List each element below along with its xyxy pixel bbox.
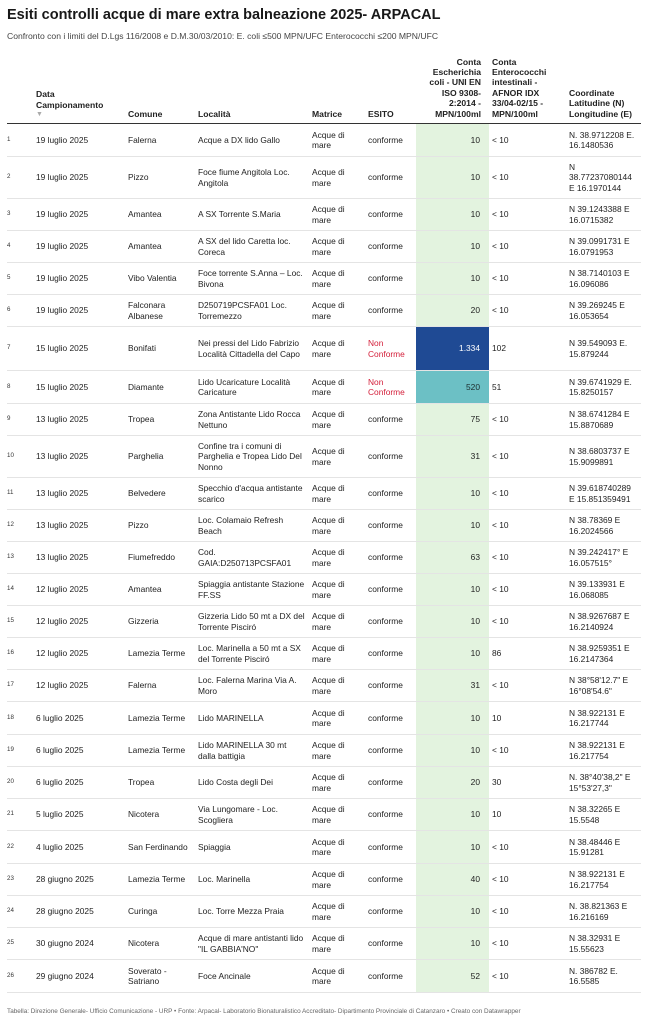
cell-data: 12 luglio 2025 bbox=[33, 638, 125, 670]
page-title: Esiti controlli acque di mare extra balneazione 2025- ARPACAL bbox=[7, 7, 441, 23]
cell-index: 18 bbox=[7, 702, 33, 735]
cell-coordinate: N 38.77237080144 E 16.1970144 bbox=[566, 157, 641, 199]
cell-enterococchi: < 10 bbox=[489, 735, 566, 767]
cell-matrice: Acque di mare bbox=[309, 327, 365, 371]
table-row bbox=[7, 638, 641, 670]
cell-esito: conforme bbox=[365, 670, 416, 702]
cell-index: 12 bbox=[7, 510, 33, 542]
table-row bbox=[7, 404, 641, 436]
cell-coordinate: N 39.618740289 E 15.851359491 bbox=[566, 478, 641, 510]
cell-enterococchi: < 10 bbox=[489, 606, 566, 638]
cell-localita: Lido Ucaricature Località Caricature bbox=[195, 371, 309, 404]
table-row bbox=[7, 199, 641, 231]
cell-index: 23 bbox=[7, 864, 33, 896]
cell-enterococchi: 86 bbox=[489, 638, 566, 670]
cell-comune: Amantea bbox=[125, 231, 195, 263]
cell-localita: Confine tra i comuni di Parghelia e Tropea Lido Del Nonno bbox=[195, 436, 309, 478]
cell-coordinate: N 38°58'12.7" E 16°08'54.6" bbox=[566, 670, 641, 702]
header-index bbox=[7, 50, 33, 124]
cell-matrice: Acque di mare bbox=[309, 574, 365, 606]
cell-enterococchi: < 10 bbox=[489, 928, 566, 960]
table-row bbox=[7, 542, 641, 574]
cell-escherichia-coli: 31 bbox=[416, 670, 489, 702]
cell-enterococchi: < 10 bbox=[489, 510, 566, 542]
cell-escherichia-coli: 20 bbox=[416, 767, 489, 799]
cell-data: 12 luglio 2025 bbox=[33, 574, 125, 606]
cell-enterococchi: < 10 bbox=[489, 199, 566, 231]
cell-data: 19 luglio 2025 bbox=[33, 199, 125, 231]
cell-localita: Loc. Falerna Marina Via A. Moro bbox=[195, 670, 309, 702]
cell-matrice: Acque di mare bbox=[309, 606, 365, 638]
cell-escherichia-coli: 75 bbox=[416, 404, 489, 436]
cell-localita: Acque di mare antistanti lido "IL GABBIA'NO" bbox=[195, 928, 309, 960]
cell-coordinate: N 38.922131 E 16.217754 bbox=[566, 735, 641, 767]
cell-esito: conforme bbox=[365, 799, 416, 831]
cell-esito: conforme bbox=[365, 510, 416, 542]
cell-coordinate: N. 38.821363 E 16.216169 bbox=[566, 896, 641, 928]
table-row bbox=[7, 263, 641, 295]
cell-enterococchi: < 10 bbox=[489, 670, 566, 702]
cell-enterococchi: < 10 bbox=[489, 404, 566, 436]
cell-esito: conforme bbox=[365, 767, 416, 799]
cell-matrice: Acque di mare bbox=[309, 199, 365, 231]
cell-matrice: Acque di mare bbox=[309, 478, 365, 510]
cell-comune: Curinga bbox=[125, 896, 195, 928]
cell-escherichia-coli: 63 bbox=[416, 542, 489, 574]
cell-index: 16 bbox=[7, 638, 33, 670]
cell-data: 12 luglio 2025 bbox=[33, 606, 125, 638]
cell-data: 15 luglio 2025 bbox=[33, 371, 125, 404]
header-localita[interactable]: Località bbox=[195, 50, 309, 124]
cell-data: 13 luglio 2025 bbox=[33, 510, 125, 542]
cell-index: 22 bbox=[7, 831, 33, 864]
table-row bbox=[7, 831, 641, 864]
cell-data: 29 giugno 2024 bbox=[33, 960, 125, 993]
cell-coordinate: N. 38°40'38,2" E 15°53'27,3" bbox=[566, 767, 641, 799]
cell-escherichia-coli: 10 bbox=[416, 263, 489, 295]
cell-enterococchi: < 10 bbox=[489, 831, 566, 864]
cell-data: 12 luglio 2025 bbox=[33, 670, 125, 702]
cell-matrice: Acque di mare bbox=[309, 157, 365, 199]
cell-esito: conforme bbox=[365, 606, 416, 638]
table-row bbox=[7, 606, 641, 638]
table-row bbox=[7, 327, 641, 371]
cell-localita: Acque a DX lido Gallo bbox=[195, 124, 309, 157]
cell-escherichia-coli: 10 bbox=[416, 157, 489, 199]
cell-esito: conforme bbox=[365, 960, 416, 993]
cell-data: 6 luglio 2025 bbox=[33, 767, 125, 799]
cell-escherichia-coli: 10 bbox=[416, 478, 489, 510]
cell-index: 15 bbox=[7, 606, 33, 638]
table-row bbox=[7, 510, 641, 542]
cell-coordinate: N 38.48446 E 15.91281 bbox=[566, 831, 641, 864]
cell-matrice: Acque di mare bbox=[309, 436, 365, 478]
cell-matrice: Acque di mare bbox=[309, 670, 365, 702]
cell-index: 8 bbox=[7, 371, 33, 404]
cell-index: 4 bbox=[7, 231, 33, 263]
cell-coordinate: N 38.922131 E 16.217744 bbox=[566, 702, 641, 735]
cell-esito: conforme bbox=[365, 896, 416, 928]
cell-matrice: Acque di mare bbox=[309, 864, 365, 896]
cell-enterococchi: 102 bbox=[489, 327, 566, 371]
cell-localita: Foce torrente S.Anna – Loc. Bivona bbox=[195, 263, 309, 295]
cell-escherichia-coli: 10 bbox=[416, 574, 489, 606]
cell-index: 6 bbox=[7, 295, 33, 327]
cell-comune: Lamezia Terme bbox=[125, 735, 195, 767]
cell-index: 1 bbox=[7, 124, 33, 157]
cell-esito: conforme bbox=[365, 436, 416, 478]
cell-matrice: Acque di mare bbox=[309, 735, 365, 767]
header-coordinate[interactable]: Coordinate Latitudine (N) Longitudine (E) bbox=[566, 50, 641, 124]
cell-comune: Bonifati bbox=[125, 327, 195, 371]
cell-localita: Loc. Marinella bbox=[195, 864, 309, 896]
table-row bbox=[7, 735, 641, 767]
table-row bbox=[7, 124, 641, 157]
cell-enterococchi: 30 bbox=[489, 767, 566, 799]
cell-enterococchi: < 10 bbox=[489, 542, 566, 574]
cell-esito: conforme bbox=[365, 928, 416, 960]
results-table bbox=[7, 50, 641, 993]
cell-index: 5 bbox=[7, 263, 33, 295]
cell-enterococchi: < 10 bbox=[489, 960, 566, 993]
cell-index: 10 bbox=[7, 436, 33, 478]
cell-index: 17 bbox=[7, 670, 33, 702]
table-row bbox=[7, 896, 641, 928]
cell-index: 24 bbox=[7, 896, 33, 928]
table-header-row bbox=[7, 50, 641, 124]
cell-escherichia-coli: 10 bbox=[416, 510, 489, 542]
table-row bbox=[7, 960, 641, 993]
cell-data: 6 luglio 2025 bbox=[33, 735, 125, 767]
header-comune[interactable]: Comune bbox=[125, 50, 195, 124]
cell-data: 4 luglio 2025 bbox=[33, 831, 125, 864]
cell-data: 13 luglio 2025 bbox=[33, 478, 125, 510]
header-data-campionamento[interactable] bbox=[33, 50, 125, 124]
cell-comune: Falerna bbox=[125, 124, 195, 157]
cell-matrice: Acque di mare bbox=[309, 124, 365, 157]
cell-enterococchi: < 10 bbox=[489, 574, 566, 606]
cell-esito: conforme bbox=[365, 574, 416, 606]
table-row bbox=[7, 371, 641, 404]
cell-comune: Amantea bbox=[125, 199, 195, 231]
cell-escherichia-coli: 31 bbox=[416, 436, 489, 478]
cell-localita: A SX del lido Caretta loc. Coreca bbox=[195, 231, 309, 263]
cell-comune: Falerna bbox=[125, 670, 195, 702]
cell-esito: conforme bbox=[365, 124, 416, 157]
cell-coordinate: N. 38.9712208 E. 16.1480536 bbox=[566, 124, 641, 157]
table-row bbox=[7, 574, 641, 606]
cell-comune: Pizzo bbox=[125, 510, 195, 542]
cell-escherichia-coli: 10 bbox=[416, 124, 489, 157]
cell-comune: Parghelia bbox=[125, 436, 195, 478]
table-row bbox=[7, 436, 641, 478]
cell-esito: Non Conforme bbox=[365, 327, 416, 371]
cell-enterococchi: < 10 bbox=[489, 436, 566, 478]
cell-esito: conforme bbox=[365, 542, 416, 574]
cell-index: 19 bbox=[7, 735, 33, 767]
cell-escherichia-coli: 10 bbox=[416, 928, 489, 960]
cell-index: 13 bbox=[7, 542, 33, 574]
header-escherichia-coli[interactable]: Conta Escherichia coli - UNI EN ISO 9308-2:2014 - MPN/100ml bbox=[416, 50, 489, 124]
cell-coordinate: N 39.0991731 E 16.0791953 bbox=[566, 231, 641, 263]
cell-data: 19 luglio 2025 bbox=[33, 263, 125, 295]
cell-localita: Zona Antistante Lido Rocca Nettuno bbox=[195, 404, 309, 436]
source-footer: Tabella: Direzione Generale- Ufficio Comunicazione - URP • Fonte: Arpacal- Laboratorio Bionaturalistico Accreditato- Dipartimento Provinciale di Catanzaro • Creato con Datawrapper bbox=[7, 1008, 521, 1015]
cell-comune: Amantea bbox=[125, 574, 195, 606]
cell-localita: Loc. Torre Mezza Praia bbox=[195, 896, 309, 928]
cell-matrice: Acque di mare bbox=[309, 371, 365, 404]
cell-enterococchi: < 10 bbox=[489, 896, 566, 928]
cell-index: 7 bbox=[7, 327, 33, 371]
cell-localita: Via Lungomare - Loc. Scogliera bbox=[195, 799, 309, 831]
cell-escherichia-coli: 10 bbox=[416, 831, 489, 864]
cell-enterococchi: 10 bbox=[489, 799, 566, 831]
cell-comune: San Ferdinando bbox=[125, 831, 195, 864]
cell-coordinate: N 39.549093 E. 15.879244 bbox=[566, 327, 641, 371]
cell-esito: conforme bbox=[365, 295, 416, 327]
cell-matrice: Acque di mare bbox=[309, 831, 365, 864]
cell-localita: Foce Ancinale bbox=[195, 960, 309, 993]
cell-data: 19 luglio 2025 bbox=[33, 295, 125, 327]
cell-escherichia-coli: 10 bbox=[416, 199, 489, 231]
table-body bbox=[7, 124, 641, 993]
cell-coordinate: N 39.133931 E 16.068085 bbox=[566, 574, 641, 606]
cell-matrice: Acque di mare bbox=[309, 263, 365, 295]
cell-matrice: Acque di mare bbox=[309, 896, 365, 928]
cell-comune: Fiumefreddo bbox=[125, 542, 195, 574]
cell-esito: conforme bbox=[365, 702, 416, 735]
cell-matrice: Acque di mare bbox=[309, 295, 365, 327]
cell-data: 28 giugno 2025 bbox=[33, 864, 125, 896]
cell-comune: Diamante bbox=[125, 371, 195, 404]
cell-coordinate: N 38.6803737 E 15.9099891 bbox=[566, 436, 641, 478]
page-subtitle: Confronto con i limiti del D.Lgs 116/2008 e D.M.30/03/2010: E. coli ≤500 MPN/UFC Enterococchi ≤200 MPN/UFC bbox=[7, 31, 439, 41]
cell-enterococchi: < 10 bbox=[489, 478, 566, 510]
cell-matrice: Acque di mare bbox=[309, 638, 365, 670]
cell-escherichia-coli: 40 bbox=[416, 864, 489, 896]
cell-enterococchi: 10 bbox=[489, 702, 566, 735]
table-row bbox=[7, 928, 641, 960]
cell-esito: conforme bbox=[365, 831, 416, 864]
cell-localita: Lido MARINELLA 30 mt dalla battigia bbox=[195, 735, 309, 767]
cell-coordinate: N 38.9259351 E 16.2147364 bbox=[566, 638, 641, 670]
cell-coordinate: N 38.32931 E 15.55623 bbox=[566, 928, 641, 960]
cell-comune: Nicotera bbox=[125, 799, 195, 831]
cell-localita: Cod. GAIA:D250713PCSFA01 bbox=[195, 542, 309, 574]
cell-comune: Lamezia Terme bbox=[125, 638, 195, 670]
cell-index: 3 bbox=[7, 199, 33, 231]
cell-localita: Spiaggia bbox=[195, 831, 309, 864]
cell-data: 15 luglio 2025 bbox=[33, 327, 125, 371]
cell-localita: D250719PCSFA01 Loc. Torremezzo bbox=[195, 295, 309, 327]
table-row bbox=[7, 231, 641, 263]
cell-comune: Gizzeria bbox=[125, 606, 195, 638]
table-row bbox=[7, 702, 641, 735]
header-data-label: Data Campionamento bbox=[36, 89, 104, 110]
cell-matrice: Acque di mare bbox=[309, 231, 365, 263]
header-esito[interactable]: ESITO bbox=[365, 50, 416, 124]
cell-index: 14 bbox=[7, 574, 33, 606]
cell-comune: Tropea bbox=[125, 767, 195, 799]
cell-enterococchi: < 10 bbox=[489, 231, 566, 263]
cell-comune: Lamezia Terme bbox=[125, 702, 195, 735]
table-row bbox=[7, 478, 641, 510]
cell-matrice: Acque di mare bbox=[309, 767, 365, 799]
cell-matrice: Acque di mare bbox=[309, 510, 365, 542]
cell-localita: A SX Torrente S.Maria bbox=[195, 199, 309, 231]
cell-index: 26 bbox=[7, 960, 33, 993]
cell-data: 13 luglio 2025 bbox=[33, 542, 125, 574]
cell-data: 19 luglio 2025 bbox=[33, 124, 125, 157]
cell-index: 20 bbox=[7, 767, 33, 799]
cell-index: 11 bbox=[7, 478, 33, 510]
cell-localita: Spiaggia antistante Stazione FF.SS bbox=[195, 574, 309, 606]
cell-esito: conforme bbox=[365, 735, 416, 767]
cell-enterococchi: < 10 bbox=[489, 263, 566, 295]
cell-coordinate: N 39.6741929 E. 15.8250157 bbox=[566, 371, 641, 404]
table-row bbox=[7, 864, 641, 896]
cell-escherichia-coli: 10 bbox=[416, 231, 489, 263]
cell-localita: Lido MARINELLA bbox=[195, 702, 309, 735]
cell-comune: Soverato - Satriano bbox=[125, 960, 195, 993]
cell-data: 19 luglio 2025 bbox=[33, 157, 125, 199]
cell-enterococchi: < 10 bbox=[489, 157, 566, 199]
cell-localita: Loc. Colamaio Refresh Beach bbox=[195, 510, 309, 542]
cell-enterococchi: < 10 bbox=[489, 295, 566, 327]
cell-localita: Lido Costa degli Dei bbox=[195, 767, 309, 799]
cell-matrice: Acque di mare bbox=[309, 928, 365, 960]
cell-coordinate: N 38.9267687 E 16.2140924 bbox=[566, 606, 641, 638]
cell-esito: conforme bbox=[365, 263, 416, 295]
cell-localita: Gizzeria Lido 50 mt a DX del Torrente Pisciró bbox=[195, 606, 309, 638]
cell-enterococchi: < 10 bbox=[489, 864, 566, 896]
cell-escherichia-coli: 1.334 bbox=[416, 327, 489, 371]
cell-index: 2 bbox=[7, 157, 33, 199]
cell-esito: conforme bbox=[365, 864, 416, 896]
cell-coordinate: N 38.7140103 E 16.096086 bbox=[566, 263, 641, 295]
cell-escherichia-coli: 10 bbox=[416, 896, 489, 928]
cell-escherichia-coli: 52 bbox=[416, 960, 489, 993]
cell-comune: Vibo Valentia bbox=[125, 263, 195, 295]
cell-comune: Belvedere bbox=[125, 478, 195, 510]
cell-coordinate: N 38.32265 E 15.5548 bbox=[566, 799, 641, 831]
cell-comune: Pizzo bbox=[125, 157, 195, 199]
cell-coordinate: N 39.269245 E 16.053654 bbox=[566, 295, 641, 327]
cell-index: 25 bbox=[7, 928, 33, 960]
cell-matrice: Acque di mare bbox=[309, 404, 365, 436]
cell-escherichia-coli: 10 bbox=[416, 606, 489, 638]
header-matrice[interactable]: Matrice bbox=[309, 50, 365, 124]
cell-escherichia-coli: 20 bbox=[416, 295, 489, 327]
cell-index: 9 bbox=[7, 404, 33, 436]
cell-localita: Foce fiume Angitola Loc. Angitola bbox=[195, 157, 309, 199]
cell-localita: Loc. Marinella a 50 mt a SX del Torrente Pisciró bbox=[195, 638, 309, 670]
cell-enterococchi: 51 bbox=[489, 371, 566, 404]
cell-escherichia-coli: 10 bbox=[416, 702, 489, 735]
table-row bbox=[7, 157, 641, 199]
table-row bbox=[7, 295, 641, 327]
cell-coordinate: N 39.1243388 E 16.0715382 bbox=[566, 199, 641, 231]
table-row bbox=[7, 799, 641, 831]
sort-arrow-icon[interactable]: ▼ bbox=[36, 111, 43, 118]
cell-enterococchi: < 10 bbox=[489, 124, 566, 157]
cell-escherichia-coli: 10 bbox=[416, 638, 489, 670]
cell-comune: Nicotera bbox=[125, 928, 195, 960]
cell-escherichia-coli: 10 bbox=[416, 735, 489, 767]
cell-escherichia-coli: 10 bbox=[416, 799, 489, 831]
cell-matrice: Acque di mare bbox=[309, 799, 365, 831]
cell-matrice: Acque di mare bbox=[309, 542, 365, 574]
cell-esito: conforme bbox=[365, 638, 416, 670]
cell-data: 13 luglio 2025 bbox=[33, 404, 125, 436]
cell-data: 28 giugno 2025 bbox=[33, 896, 125, 928]
cell-coordinate: N 38.922131 E 16.217754 bbox=[566, 864, 641, 896]
cell-data: 13 luglio 2025 bbox=[33, 436, 125, 478]
cell-coordinate: N. 386782 E. 16.5585 bbox=[566, 960, 641, 993]
cell-esito: conforme bbox=[365, 199, 416, 231]
table-row bbox=[7, 767, 641, 799]
cell-data: 6 luglio 2025 bbox=[33, 702, 125, 735]
cell-data: 5 luglio 2025 bbox=[33, 799, 125, 831]
cell-index: 21 bbox=[7, 799, 33, 831]
cell-escherichia-coli: 520 bbox=[416, 371, 489, 404]
cell-coordinate: N 38.78369 E 16.2024566 bbox=[566, 510, 641, 542]
cell-comune: Tropea bbox=[125, 404, 195, 436]
header-enterococchi[interactable]: Conta Enterococchi intestinali - AFNOR IDX 33/04-02/15 - MPN/100ml bbox=[489, 50, 566, 124]
cell-comune: Lamezia Terme bbox=[125, 864, 195, 896]
cell-esito: conforme bbox=[365, 231, 416, 263]
cell-matrice: Acque di mare bbox=[309, 702, 365, 735]
cell-data: 19 luglio 2025 bbox=[33, 231, 125, 263]
cell-esito: conforme bbox=[365, 157, 416, 199]
cell-comune: Falconara Albanese bbox=[125, 295, 195, 327]
cell-localita: Nei pressi del Lido Fabrizio Località Cittadella del Capo bbox=[195, 327, 309, 371]
cell-coordinate: N 39.242417° E 16.057515° bbox=[566, 542, 641, 574]
cell-esito: conforme bbox=[365, 478, 416, 510]
table-row bbox=[7, 670, 641, 702]
cell-esito: Non Conforme bbox=[365, 371, 416, 404]
cell-data: 30 giugno 2024 bbox=[33, 928, 125, 960]
cell-esito: conforme bbox=[365, 404, 416, 436]
cell-localita: Specchio d'acqua antistante scarico bbox=[195, 478, 309, 510]
cell-matrice: Acque di mare bbox=[309, 960, 365, 993]
cell-coordinate: N 38.6741284 E 15.8870689 bbox=[566, 404, 641, 436]
